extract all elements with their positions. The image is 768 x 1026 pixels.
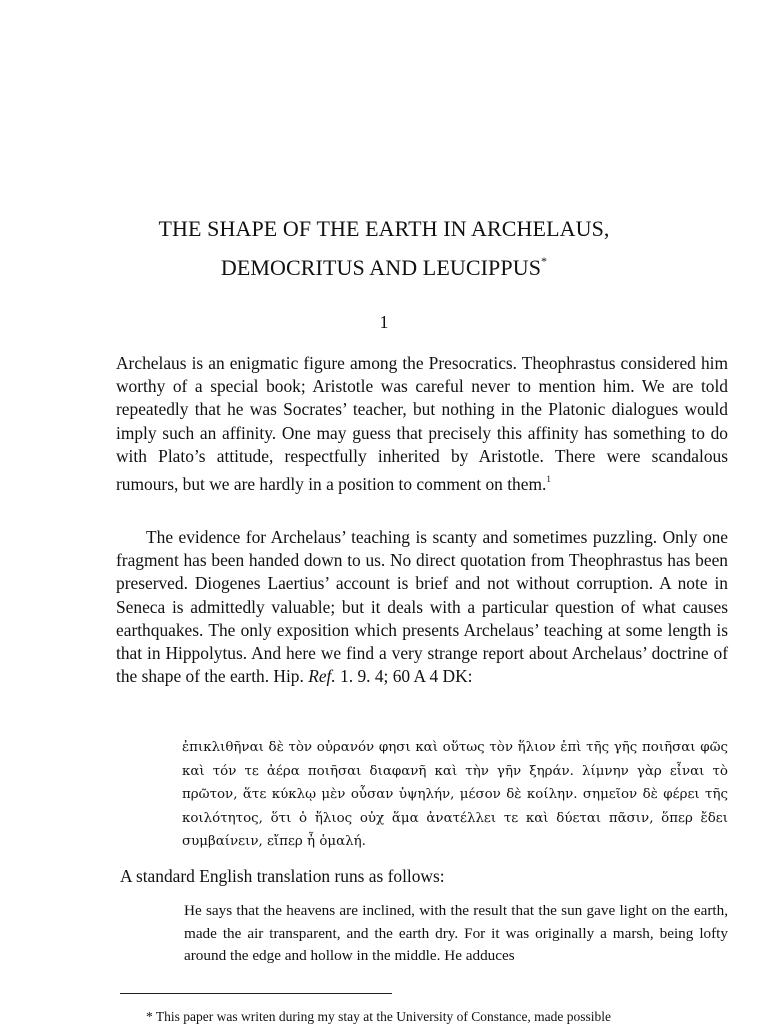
footnote-reference-1: 1	[546, 474, 551, 485]
article-title	[0, 212, 768, 284]
title-line-2	[0, 245, 768, 284]
title-footnote-mark: *	[541, 254, 548, 268]
greek-quotation: ἐπικλιθῆναι δὲ τὸν οὐρανόν φησι καὶ οὕτως τὸν ἥλιον ἐπὶ τῆς γῆς ποιῆσαι φῶς καὶ τόν τε ἀέρα ποιῆσαι διαφανῆ καὶ τὴν γῆν ξηράν. λίμνην γὰρ εἶναι τὸ πρῶτον, ἅτε κύκλῳ μὲν οὖσαν ὑψηλήν, μέσον δὲ κοίλην. σημεῖον δὲ φέρει τῆς κοιλότητος, ὅτι ὁ ἥλιος οὐχ ἅμα ἀνατέλλει τε καὶ δύεται πᾶσιν, ὅπερ ἔδει συμβαίνειν, εἴπερ ἦ ὁμαλή.	[182, 740, 728, 849]
translation-quotation: He says that the heavens are inclined, with the result that the sun gave light on the earth, made the air transparent, and the earth dry. For it was originally a marsh, being lofty around the edge and hollow in the middle. He adduces	[184, 902, 728, 965]
title-line-1: THE SHAPE OF THE EARTH IN ARCHELAUS,	[158, 216, 610, 241]
reference-citation: 1. 9. 4; 60 A 4 DK:	[335, 666, 473, 687]
reference-abbrev: Ref.	[308, 666, 336, 687]
translation-intro: A standard English translation runs as follows:	[120, 866, 445, 886]
title-line-2-text: DEMOCRITUS AND LEUCIPPUS	[220, 255, 542, 280]
footnote-divider	[120, 993, 392, 994]
footnote	[146, 1008, 746, 1026]
footnote-text: This paper was writen during my stay at the University of Constance, made possible	[155, 1009, 612, 1024]
paragraph-1-text: Archelaus is an enigmatic figure among the Presocratics. Theophrastus considered him worthy of a special book; Aristotle was careful never to mention him. We are told repeatedly that he was Socrates’ teacher, but nothing in the Platonic dialogues would imply such an affinity. One may guess that precisely this affinity has something to do with Plato’s attitude, respectfully inherited by Aristotle. There were scandalous rumours, but we are hardly in a position to comment on them.	[116, 353, 728, 495]
footnote-mark: *	[146, 1009, 153, 1024]
section-number: 1	[379, 312, 389, 332]
paragraph-1	[116, 352, 728, 496]
paragraph-2-text: The evidence for Archelaus’ teaching is scanty and sometimes puzzling. Only one fragment has been handed down to us. No direct quotation from Theophrastus has been preserved. Diogenes Laertius’ account is brief and not without corruption. A note in Seneca is admittedly valuable; but it deals with a particular question of what causes earthquakes. The only exposition which presents Archelaus’ teaching at some length is that in Hippolytus. And here we find a very strange report about Archelaus’ doctrine of the shape of the earth. Hip.	[116, 527, 728, 687]
paragraph-2	[116, 526, 728, 688]
